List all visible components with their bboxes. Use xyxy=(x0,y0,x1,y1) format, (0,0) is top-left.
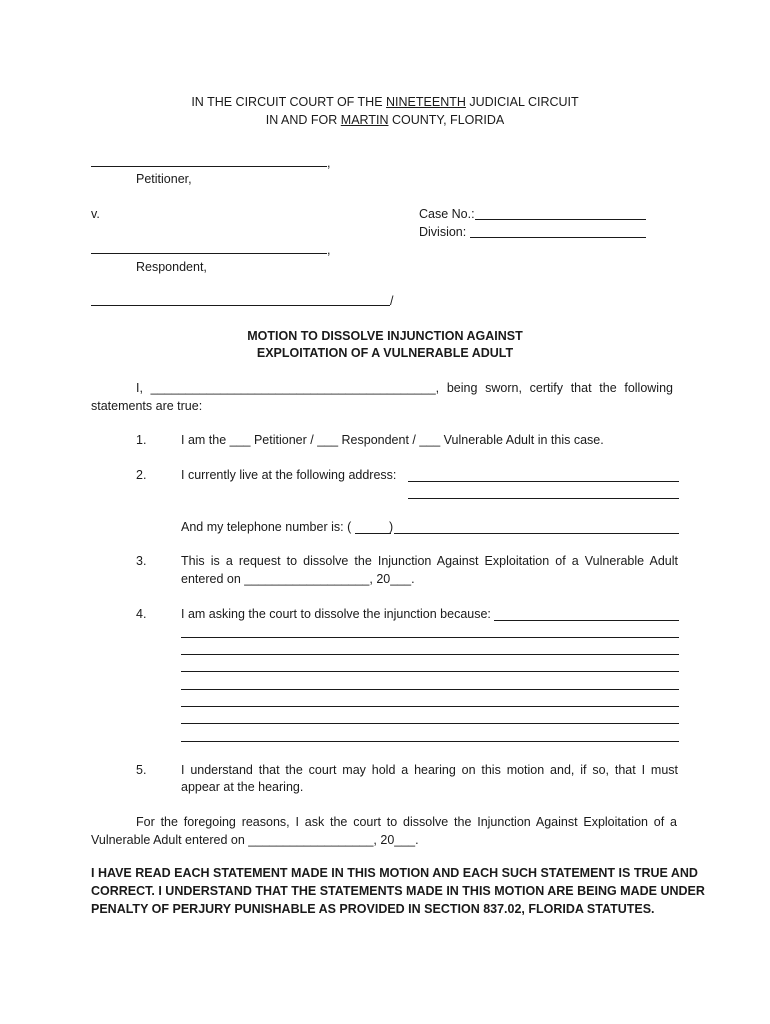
area-code-field[interactable] xyxy=(355,533,391,534)
motion-title-line-1: MOTION TO DISSOLVE INJUNCTION AGAINST xyxy=(247,329,523,343)
motion-title-line-2: EXPLOITATION OF A VULNERABLE ADULT xyxy=(256,346,514,360)
division-field[interactable] xyxy=(470,237,646,238)
address-label: I currently live at the following address: xyxy=(181,468,397,482)
reason-label: I am asking the court to dissolve the injunction because: xyxy=(181,607,491,621)
item-3-text: This is a request to dissolve the Injunction Against Exploitation of a Vulnerable Adult xyxy=(181,554,678,568)
case-no-field[interactable] xyxy=(475,219,646,220)
court-caption-line-1 xyxy=(0,95,770,109)
closing-request: For the foregoing reasons, I ask the court to dissolve the Injunction Against Exploitation of a xyxy=(136,815,677,829)
reason-field-line-6[interactable] xyxy=(181,706,679,707)
sworn-statement-intro-cont: statements are true: xyxy=(91,399,203,413)
telephone-label-text: And my telephone number is: ( xyxy=(181,520,352,534)
closing-request-date-entry[interactable]: Vulnerable Adult entered on __________________, 20___. xyxy=(91,833,419,847)
address-field-line-1[interactable] xyxy=(408,481,679,482)
perjury-oath-line-1: I HAVE READ EACH STATEMENT MADE IN THIS MOTION AND EACH SUCH STATEMENT IS TRUE AND xyxy=(91,866,698,880)
comma: , xyxy=(327,243,331,257)
reason-field-line-7[interactable] xyxy=(181,723,679,724)
respondent-name-line[interactable] xyxy=(91,253,327,254)
item-5-text-cont: appear at the hearing. xyxy=(181,780,304,794)
caption-text: IN AND FOR xyxy=(265,113,341,127)
item-3-date-entry[interactable]: entered on __________________, 20___. xyxy=(181,572,415,586)
slash: / xyxy=(390,294,394,308)
reason-field-line-3[interactable] xyxy=(181,654,679,655)
address-field-line-2[interactable] xyxy=(408,498,679,499)
item-1-role-selection[interactable]: I am the ___ Petitioner / ___ Respondent / ___ Vulnerable Adult in this case. xyxy=(181,433,604,447)
reason-field-line-5[interactable] xyxy=(181,689,679,690)
item-number-5: 5. xyxy=(136,763,147,777)
caption-text: COUNTY, FLORIDA xyxy=(388,113,505,127)
petitioner-label: Petitioner, xyxy=(136,172,192,186)
telephone-field[interactable] xyxy=(394,533,679,534)
respondent-label: Respondent, xyxy=(136,260,207,274)
court-caption-line-2 xyxy=(0,113,770,127)
caption-divider-line xyxy=(91,305,390,306)
reason-field-line-8[interactable] xyxy=(181,741,679,742)
reason-field-line-4[interactable] xyxy=(181,671,679,672)
item-number-2: 2. xyxy=(136,468,147,482)
caption-text: IN THE CIRCUIT COURT OF THE xyxy=(191,95,387,109)
reason-field-line-1[interactable] xyxy=(494,620,679,621)
petitioner-name-line[interactable] xyxy=(91,166,327,167)
perjury-oath-line-3: PENALTY OF PERJURY PUNISHABLE AS PROVIDED IN SECTION 837.02, FLORIDA STATUTES. xyxy=(91,902,655,916)
item-number-3: 3. xyxy=(136,554,147,568)
item-number-1: 1. xyxy=(136,433,147,447)
paren-close: ) xyxy=(389,520,394,534)
perjury-oath-line-2: CORRECT. I UNDERSTAND THAT THE STATEMENTS MADE IN THIS MOTION ARE BEING MADE UNDER xyxy=(91,884,705,898)
sworn-statement-intro: I, _________________________________________, being sworn, certify that the following xyxy=(136,381,673,395)
division-label: Division: xyxy=(419,225,467,239)
telephone-label xyxy=(181,520,351,534)
reason-field-line-2[interactable] xyxy=(181,637,679,638)
item-number-4: 4. xyxy=(136,607,147,621)
versus-label: v. xyxy=(91,207,100,221)
caption-text: JUDICIAL CIRCUIT xyxy=(465,95,579,109)
case-no-label: Case No.: xyxy=(419,207,475,221)
item-5-text: I understand that the court may hold a hearing on this motion and, if so, that I must xyxy=(181,763,678,777)
circuit-name: NINETEENTH xyxy=(386,95,466,109)
comma: , xyxy=(327,156,331,170)
county-name: MARTIN xyxy=(340,113,389,127)
